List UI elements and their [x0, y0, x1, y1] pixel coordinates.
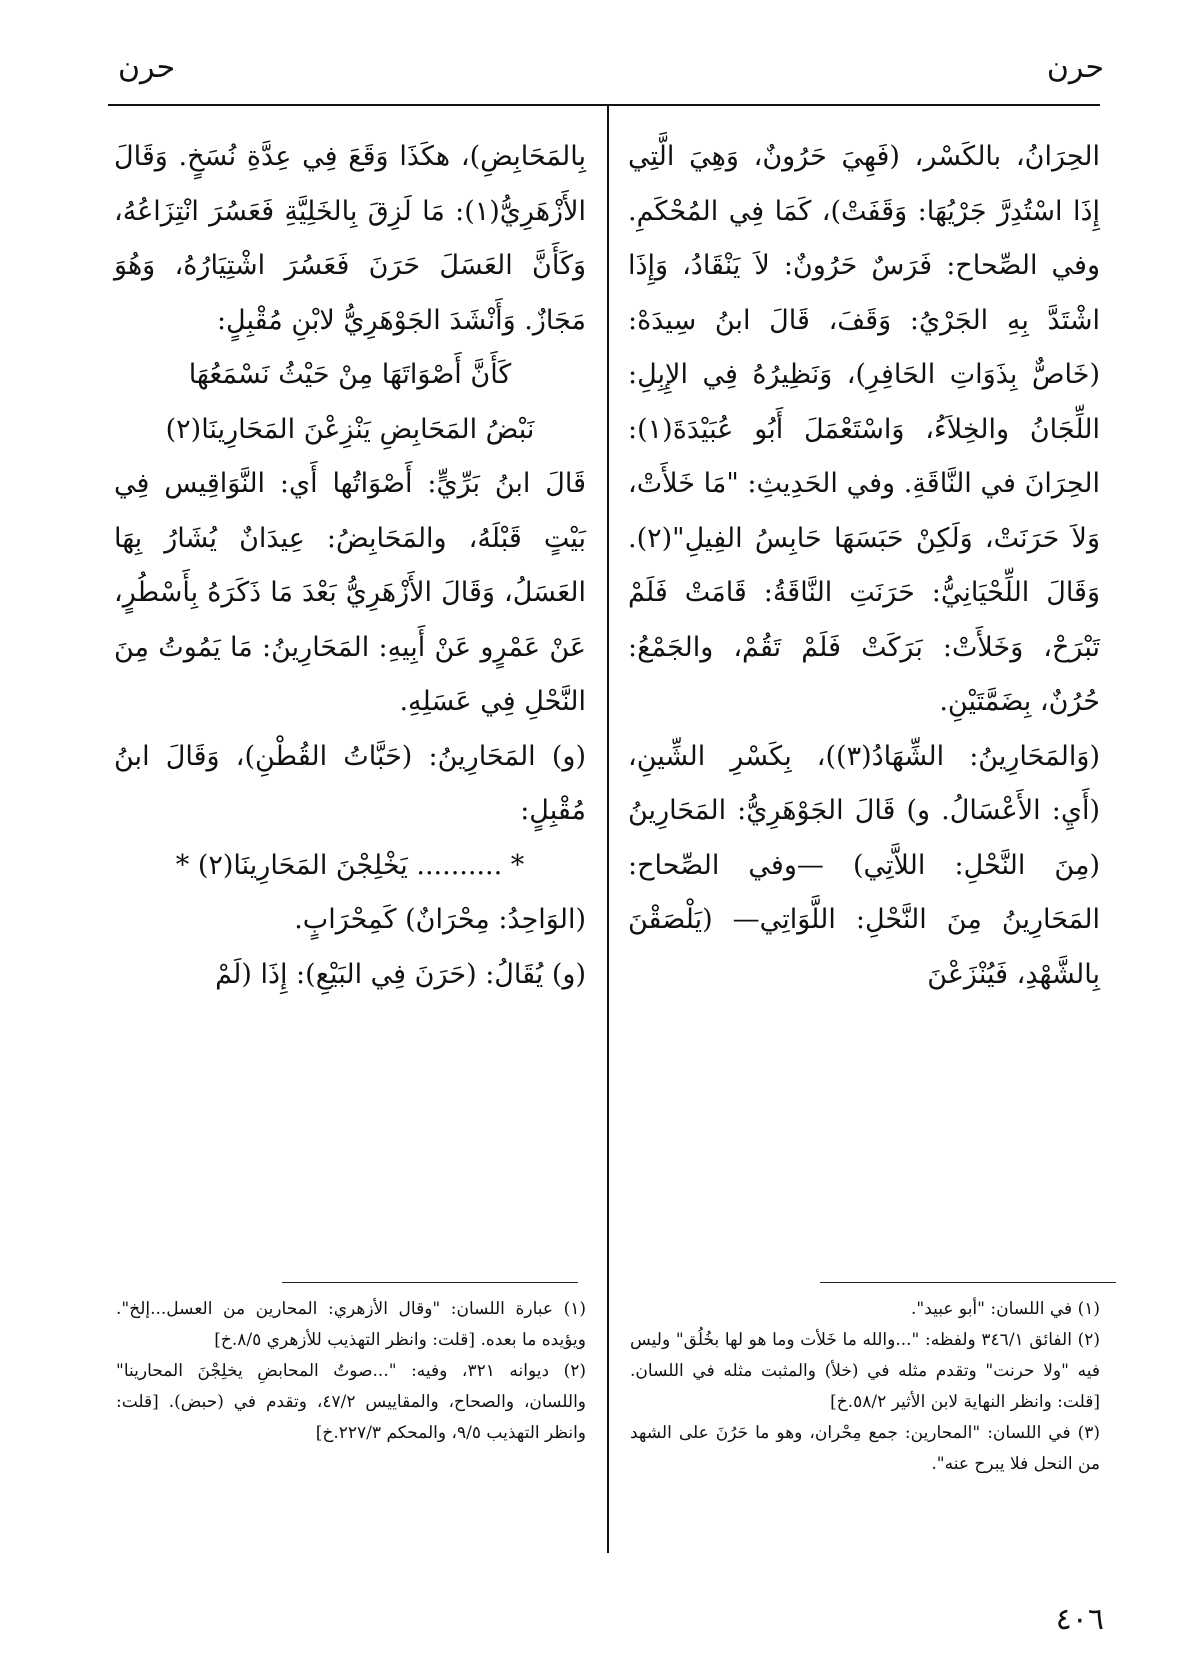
left-column [114, 130, 586, 1002]
column-divider [607, 106, 609, 1553]
right-footnotes [630, 1294, 1100, 1480]
right-column-paragraph: (وَالمَحَارِينُ: الشِّهَادُ(٣))، بِكَسْرِ الشِّينِ، (أَيِ: الأَعْسَالُ. و) قَالَ الجَوْهَرِيُّ: المَحَارِينُ (مِنَ النَّحْلِ: اللاَّتِي) —وفي الصِّحاح: المَحَارِينُ مِنَ النَّحْلِ: اللَّوَاتِي— (يَلْصَقْنَ بِالشَّهْدِ، فَيُنْزَعْنَ [628, 740, 1100, 990]
footnote: (٢) الفائق ٣٤٦/١ ولفظه: "...والله ما خَلأت وما هو لها بخُلُق" وليس فيه "ولا حرنت" وتقدم مثله في (خلأ) والمثبت مثله في اللسان. [قلت: وانظر النهاية لابن الأثير ٥٨/٢.خ] [630, 1330, 1100, 1412]
footnote: (١) عبارة اللسان: "وقال الأزهري: المحارين من العسل...إلخ". ويؤيده ما بعده. [قلت: وانظر التهذيب للأزهري ٨/٥.خ] [116, 1299, 586, 1350]
footnote-rule-left [282, 1282, 578, 1283]
left-column-paragraph: قَالَ ابنُ بَرِّيٍّ: أَصْوَاتُها أَي: النَّوَاقِيس فِي بَيْتٍ قَبْلَهُ، والمَحَابِضُ: عِيدَانٌ يُشَارُ بِهَا العَسَلُ، وَقَالَ الأَزْهَرِيُّ بَعْدَ مَا ذَكَرَهُ بِأَسْطُرٍ، عَنْ عَمْرٍو عَنْ أَبِيهِ: المَحَارِينُ: مَا يَمُوتُ مِنَ النَّحْلِ فِي عَسَلِهِ. [114, 468, 586, 717]
footnote-rule-right [820, 1282, 1116, 1283]
header-rule [108, 104, 1100, 106]
header-word-left: حرن [118, 50, 176, 85]
poem-verse: كَأَنَّ أَصْوَاتَهَا مِنْ حَيْثُ نَسْمَعُهَا [188, 359, 512, 390]
footnote: (١) في اللسان: "أبو عبيد". [910, 1299, 1100, 1319]
footnote: (٣) في اللسان: "المحارين: جمع مِحْران، وهو ما حَرُنَ على الشهد من النحل فلا يبرح عنه". [630, 1423, 1100, 1474]
left-column-paragraph: (و) المَحَارِينُ: (حَبَّاتُ القُطْنِ)، وَقَالَ ابنُ مُقْبِلٍ: [114, 740, 586, 826]
header-word-right: حرن [1046, 50, 1104, 85]
page-number: ٤٠٦ [1055, 1602, 1104, 1637]
left-column-paragraph: بِالمَحَابِضِ)، هكَذَا وَقَعَ فِي عِدَّةِ نُسَخٍ. وَقَالَ الأَزْهَرِيُّ(١): مَا لَزِقَ بِالخَلِيَّةِ فَعَسُرَ انْتِزَاعُهُ، وَكَأَنَّ العَسَلَ حَرَنَ فَعَسُرَ اشْتِيَارُهُ، وَهُوَ مَجَازٌ. وَأَنْشَدَ الجَوْهَرِيُّ لابْنِ مُقْبِلٍ: [114, 141, 586, 336]
left-column-paragraph: (الوَاحِدُ: مِحْرَانٌ) كَمِحْرَابٍ. [294, 904, 586, 935]
poem-verse: نَبْضُ المَحَابِضِ يَنْزِعْنَ المَحَارِينَا(٢) [165, 413, 535, 445]
poem-verse: * .......... يَخْلِجْنَ المَحَارِينَا(٢) * [175, 849, 525, 881]
left-footnotes [116, 1294, 586, 1449]
right-column [628, 130, 1100, 1002]
footnote: (٢) ديوانه ٣٢١، وفيه: "...صوتُ المحابضِ يخلِجْنَ المحارينا" واللسان، والصحاح، والمقاييس ٤٧/٢، وتقدم في (حبض). [قلت: وانظر التهذيب ٩/٥، والمحكم ٢٢٧/٣.خ] [116, 1361, 587, 1443]
right-column-paragraph: الحِرَانُ، بالكَسْر، (فَهِيَ حَرُونٌ، وَهِيَ الَّتِي إِذَا اسْتُدِرَّ جَرْيُهَا: وَقَفَتْ)، كَمَا فِي المُحْكَمِ. وفي الصِّحاح: فَرَسٌ حَرُونٌ: لاَ يَنْقَادُ، وَإِذَا اشْتَدَّ بِهِ الجَرْيُ: وَقَفَ، قَالَ ابنُ سِيدَهْ: (خَاصٌّ بِذَوَاتِ الحَافِرِ)، وَنَظِيرُهُ فِي الإِبِلِ: اللِّجَانُ والخِلاَءُ، وَاسْتَعْمَلَ أَبُو عُبَيْدَةَ(١): الحِرَانَ في النَّاقَةِ. وفي الحَدِيثِ: "مَا خَلأَتْ، وَلاَ حَرَنَتْ، وَلَكِنْ حَبَسَهَا حَابِسُ الفِيلِ"(٢). وَقَالَ اللِّحْيَانِيُّ: حَرَنَتِ النَّاقَةُ: قَامَتْ فَلَمْ تَبْرَحْ، وَخَلأَتْ: بَرَكَتْ فَلَمْ تَقُمْ، والجَمْعُ: حُرُنٌ، بِضَمَّتَيْنِ. [628, 141, 1100, 717]
left-column-paragraph: (و) يُقَالُ: (حَرَنَ فِي البَيْعِ): إِذَا (لَمْ [215, 958, 586, 990]
